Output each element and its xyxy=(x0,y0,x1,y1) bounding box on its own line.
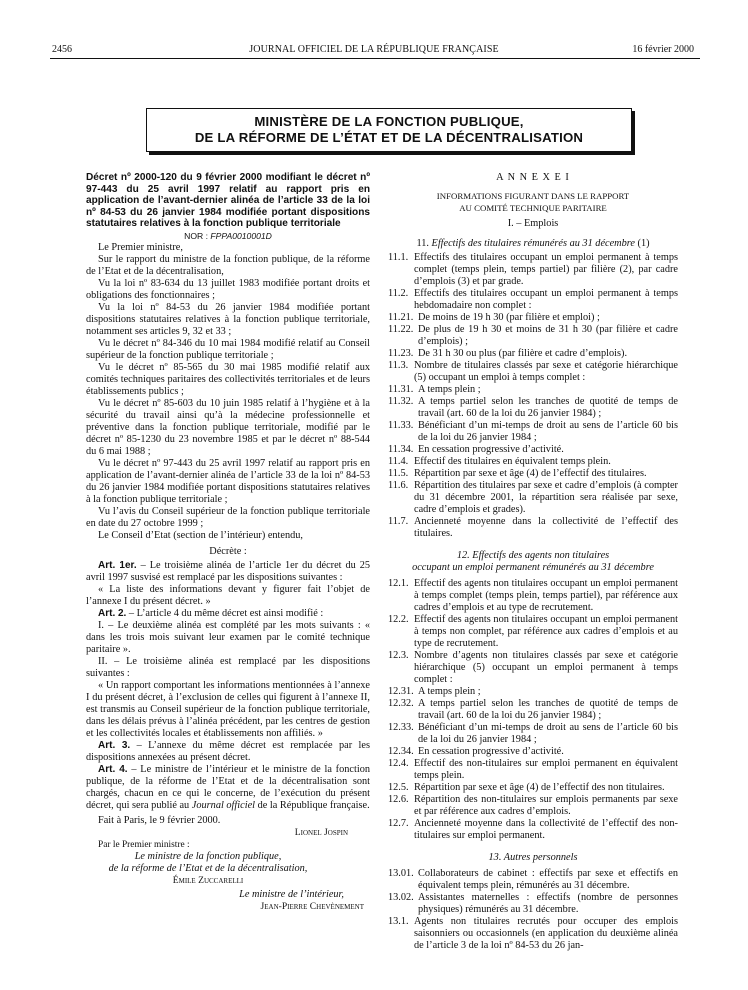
list-item xyxy=(388,444,678,456)
list-item xyxy=(388,456,678,468)
item-number: 12.1. xyxy=(388,578,409,589)
article-label: Art. 3. xyxy=(98,739,131,751)
item-number: 12.34. xyxy=(388,746,414,757)
decree-title: Décret nº 2000-120 du 9 février 2000 modifiant le décret nº 97-443 du 25 avril 1997 relatif au rapport pris en application de l’avant-dernier alinéa de l’article 33 de la loi nº 84-53 du 26 janvier 1984 modifiée portant dispositions statutaires relatives à la fonction publique territoriale xyxy=(86,172,370,230)
list-item xyxy=(388,868,678,892)
item-text: Effectif des titulaires en équivalent temps plein. xyxy=(414,456,611,467)
list-item xyxy=(388,360,678,384)
item-number: 12.33. xyxy=(388,722,414,733)
ministry-line-2: DE LA RÉFORME DE L’ÉTAT ET DE LA DÉCENTRALISATION xyxy=(194,130,584,145)
item-text: En cessation progressive d’activité. xyxy=(418,444,564,455)
item-number: 12.6. xyxy=(388,794,409,805)
list-item xyxy=(388,698,678,722)
item-number: 11.34. xyxy=(388,444,414,455)
item-text: Répartition des titulaires par sexe et cadre d’emplois (à compter du 31 décembre 2001, la répartition sera réalisée par sexe, cadre d’emplois et grades). xyxy=(414,480,678,515)
minister-fp-line-2 xyxy=(86,863,370,875)
item-number: 12.2. xyxy=(388,614,409,625)
decrete-heading: Décrète : xyxy=(209,545,247,557)
section-12-items xyxy=(388,578,678,842)
paragraph: Vu le décret nº 97-443 du 25 avril 1997 relatif au rapport pris en application de l’avant-dernier alinéa de l’article 33 de la loi nº 84-53 du 26 janvier 1984 modifiée portant dispositions statutaires relatives à la fonction publique territoriale ; xyxy=(86,457,370,505)
article-1 xyxy=(86,560,370,584)
item-number: 11.6. xyxy=(388,480,409,491)
par-premier-ministre: Par le Premier ministre : xyxy=(98,839,190,850)
minister-fp-title-1: Le ministre de la fonction publique, xyxy=(134,850,282,862)
item-number: 11.31. xyxy=(388,384,414,395)
issue-date: 16 février 2000 xyxy=(632,44,694,55)
right-column xyxy=(388,172,678,952)
section-13-heading xyxy=(388,852,678,864)
item-text: Répartition des non-titulaires sur emplois permanents par sexe et par référence aux cadres d’emplois. xyxy=(414,794,678,817)
item-number: 12.32. xyxy=(388,698,414,709)
paragraph: Vu le décret nº 85-565 du 30 mai 1985 modifié relatif aux comités techniques paritaires des collectivités territoriales et de leurs établissements publics ; xyxy=(86,361,370,397)
minister-fp-line-1 xyxy=(86,851,370,863)
section-note: (1) xyxy=(634,238,650,249)
item-number: 11.7. xyxy=(388,516,409,527)
list-item xyxy=(388,686,678,698)
article-4 xyxy=(86,764,370,812)
article-3 xyxy=(86,740,370,764)
section-11-items xyxy=(388,252,678,540)
ministry-heading-box xyxy=(146,108,632,152)
article-text-italic: Journal officiel xyxy=(191,799,255,811)
paragraph: I. – Le deuxième alinéa est complété par les mots suivants : « dans les trois mois suivant leur examen par le comité technique paritaire ». xyxy=(86,619,370,655)
item-text: Effectif des agents non titulaires occupant un emploi permanent à temps complet (temps plein, temps partiel), par référence aux cadres d’emplois et au type de recrutement. xyxy=(414,578,678,613)
item-text: A temps partiel selon les tranches de quotité de temps de travail (art. 60 de la loi du 26 janvier 1984) ; xyxy=(418,396,678,419)
section-title: 13. Autres personnels xyxy=(488,852,578,863)
fait-line: Fait à Paris, le 9 février 2000. xyxy=(98,814,221,826)
list-item xyxy=(388,468,678,480)
list-item xyxy=(388,758,678,782)
item-number: 11.2. xyxy=(388,288,409,299)
paragraph: Vu l’avis du Conseil supérieur de la fonction publique territoriale en date du 27 octobre 1999 ; xyxy=(86,505,370,529)
item-text: Ancienneté moyenne dans la collectivité de l’effectif des titulaires. xyxy=(414,516,678,539)
nor-code: FPPA0010001D xyxy=(210,230,272,241)
item-text: Assistantes maternelles : effectifs (nombre de personnes physiques) rémunérés au 31 décembre. xyxy=(418,892,678,915)
item-number: 13.02. xyxy=(388,892,414,903)
list-item xyxy=(388,348,678,360)
article-text: de la République française. xyxy=(255,799,370,811)
section-title: Effectifs des titulaires rémunérés au 31 décembre xyxy=(431,238,635,249)
item-text: Nombre d’agents non titulaires classés par sexe et catégorie hiérarchique (5) occupant un emploi permanent à temps complet : xyxy=(414,650,678,685)
item-text: Répartition par sexe et âge (4) de l’effectif des titulaires. xyxy=(414,468,647,479)
left-column xyxy=(86,172,370,913)
item-text: En cessation progressive d’activité. xyxy=(418,746,564,757)
list-item xyxy=(388,650,678,686)
item-text: Ancienneté moyenne dans la collectivité de l’effectif des non-titulaires sur emploi permanent. xyxy=(414,818,678,841)
list-item xyxy=(388,396,678,420)
list-item xyxy=(388,782,678,794)
article-text: – Le ministre de l’intérieur et le ministre de la fonction publique, de la réforme de l’Etat et de la décentralisation sont chargés, chacun en ce qui le concerne, de l’exécution du présent décret, qui sera publié au xyxy=(86,763,370,811)
article-text: – L’article 4 du même décret est ainsi modifié : xyxy=(126,607,324,619)
article-2 xyxy=(86,608,370,620)
paragraph: Vu la loi nº 83-634 du 13 juillet 1983 modifiée portant droits et obligations des fonctionnaires ; xyxy=(86,277,370,301)
section-11-heading xyxy=(388,238,678,250)
article-label: Art. 2. xyxy=(98,607,127,619)
annexe-subtitle-2: AU COMITÉ TECHNIQUE PARITAIRE xyxy=(459,203,607,213)
item-number: 12.5. xyxy=(388,782,409,793)
nor-label: NOR : xyxy=(184,230,211,241)
page-number: 2456 xyxy=(52,44,72,55)
item-text: Agents non titulaires recrutés pour occuper des emplois saisonniers ou occasionnels (en application du deuxième alinéa de l’article 3 de la loi nº 84-53 du 26 jan- xyxy=(414,916,678,951)
header-rule xyxy=(50,58,700,59)
article-text: – L’annexe du même décret est remplacée par les dispositions annexées au présent décret. xyxy=(86,739,370,763)
list-item xyxy=(388,818,678,842)
list-item xyxy=(388,516,678,540)
item-text: A temps partiel selon les tranches de quotité de temps de travail (art. 60 de la loi du 26 janvier 1984) ; xyxy=(418,698,678,721)
article-label: Art. 4. xyxy=(98,763,128,775)
ministry-line-1: MINISTÈRE DE LA FONCTION PUBLIQUE, xyxy=(254,114,524,129)
item-number: 11.22. xyxy=(388,324,414,335)
annexe-subtitle-1: INFORMATIONS FIGURANT DANS LE RAPPORT xyxy=(436,191,630,201)
item-number: 11.23. xyxy=(388,348,414,359)
paragraph: Le Conseil d’Etat (section de l’intérieur) entendu, xyxy=(98,529,304,541)
item-number: 12.3. xyxy=(388,650,409,661)
item-text: Bénéficiant d’un mi-temps de droit au sens de l’article 60 bis de la loi du 26 janvier 1984 ; xyxy=(418,420,678,443)
item-text: A temps plein ; xyxy=(418,686,481,697)
item-number: 13.1. xyxy=(388,916,409,927)
section-13-items xyxy=(388,868,678,952)
list-item xyxy=(388,324,678,348)
article-label: Art. 1er. xyxy=(98,559,137,571)
minister-interior-line xyxy=(86,889,370,901)
article-text: – Le troisième alinéa de l’article 1er du décret du 25 avril 1997 susvisé est remplacé par les dispositions suivantes : xyxy=(86,559,371,583)
item-number: 11.32. xyxy=(388,396,414,407)
item-text: Collaborateurs de cabinet : effectifs par sexe et effectifs en équivalent temps plein, rémunérés au 31 décembre. xyxy=(418,868,678,891)
item-text: De plus de 19 h 30 et moins de 31 h 30 (par filière et cadre d’emplois) ; xyxy=(418,324,678,347)
item-text: Répartition par sexe et âge (4) de l’effectif des non titulaires. xyxy=(414,782,665,793)
item-number: 12.31. xyxy=(388,686,414,697)
section-title: occupant un emploi permanent rémunérés au 31 décembre xyxy=(412,562,654,573)
paragraph: Vu le décret nº 84-346 du 10 mai 1984 modifié relatif au Conseil supérieur de la fonction publique territoriale ; xyxy=(86,337,370,361)
list-item xyxy=(388,746,678,758)
item-text: Effectif des agents non titulaires occupant un emploi permanent à temps non complet, par référence aux cadres d’emplois et au type de recrutement. xyxy=(414,614,678,649)
list-item xyxy=(388,722,678,746)
list-item xyxy=(388,252,678,288)
list-item xyxy=(388,794,678,818)
paragraph: « Un rapport comportant les informations mentionnées à l’annexe I du présent décret, à l’exclusion de celles qui figurent à l’annexe II, est transmis au Conseil supérieur de la fonction publique territoriale, dans les délais prévus à l’alinéa précédent, par les centres de gestion et les collectivités locales et établissements non affiliés. » xyxy=(86,679,370,739)
list-item xyxy=(388,916,678,952)
section-12-heading-line-2 xyxy=(388,562,678,574)
paragraph: Sur le rapport du ministre de la fonction publique, de la réforme de l’Etat et de la décentralisation, xyxy=(86,253,370,277)
signature-pm: Lionel Jospin xyxy=(294,826,348,838)
nor-reference xyxy=(86,230,370,242)
item-text: Effectifs des titulaires occupant un emploi permanent à temps hebdomadaire non complet : xyxy=(414,288,678,311)
list-item xyxy=(388,288,678,312)
item-number: 11.3. xyxy=(388,360,409,371)
item-number: 11.21. xyxy=(388,312,414,323)
item-number: 11.33. xyxy=(388,420,414,431)
paragraph: Le Premier ministre, xyxy=(98,241,183,253)
paragraph: II. – Le troisième alinéa est remplacé par les dispositions suivantes : xyxy=(86,655,370,679)
paragraph: « La liste des informations devant y figurer fait l’objet de l’annexe I du présent décret. » xyxy=(86,583,370,607)
annexe-heading: A N N E X E I xyxy=(496,172,570,183)
signature-fp: Émile Zuccarelli xyxy=(172,874,244,886)
list-item xyxy=(388,384,678,396)
minister-interior-title: Le ministre de l’intérieur, xyxy=(239,888,344,900)
item-text: Bénéficiant d’un mi-temps de droit au sens de l’article 60 bis de la loi du 26 janvier 1984 ; xyxy=(418,722,678,745)
list-item xyxy=(388,892,678,916)
item-text: Nombre de titulaires classés par sexe et catégorie hiérarchique (5) occupant un emploi à temps complet : xyxy=(414,360,678,383)
journal-title: JOURNAL OFFICIEL DE LA RÉPUBLIQUE FRANÇAISE xyxy=(249,44,499,55)
list-item xyxy=(388,578,678,614)
signature-interior: Jean-Pierre Chevènement xyxy=(260,900,364,912)
list-item xyxy=(388,480,678,516)
item-number: 13.01. xyxy=(388,868,414,879)
section-title: 12. Effectifs des agents non titulaires xyxy=(456,550,610,561)
paragraph: Vu la loi nº 84-53 du 26 janvier 1984 modifiée portant dispositions statutaires relatives à la fonction publique territoriale, notamment ses articles 9, 32 et 33 ; xyxy=(86,301,370,337)
part-heading: I. – Emplois xyxy=(507,218,559,229)
list-item xyxy=(388,614,678,650)
item-number: 12.4. xyxy=(388,758,409,769)
list-item xyxy=(388,420,678,444)
item-text: De 31 h 30 ou plus (par filière et cadre d’emplois). xyxy=(418,348,628,359)
section-12-heading-line-1 xyxy=(388,550,678,562)
item-number: 12.7. xyxy=(388,818,409,829)
item-number: 11.5. xyxy=(388,468,409,479)
paragraph: Vu le décret nº 85-603 du 10 juin 1985 relatif à l’hygiène et à la sécurité du travail ainsi qu’à la médecine professionnelle et préventive dans la fonction publique territoriale, modifié par le décret nº 85-1230 du 23 novembre 1985 et par le décret nº 88-544 du 6 mai 1988 ; xyxy=(86,397,370,457)
list-item xyxy=(388,312,678,324)
item-number: 11.4. xyxy=(388,456,409,467)
item-text: Effectif des non-titulaires sur emploi permanent en équivalent temps plein. xyxy=(414,758,678,781)
item-text: Effectifs des titulaires occupant un emploi permanent à temps complet (temps plein, temps partiel) par filière (2), par cadre d’emplois (3) et par grade. xyxy=(414,252,678,287)
minister-fp-title-2: de la réforme de l’Etat et de la décentralisation, xyxy=(108,862,308,874)
item-number: 11.1. xyxy=(388,252,409,263)
item-text: De moins de 19 h 30 (par filière et emploi) ; xyxy=(418,312,600,323)
section-number: 11. xyxy=(416,238,432,249)
item-text: A temps plein ; xyxy=(418,384,481,395)
